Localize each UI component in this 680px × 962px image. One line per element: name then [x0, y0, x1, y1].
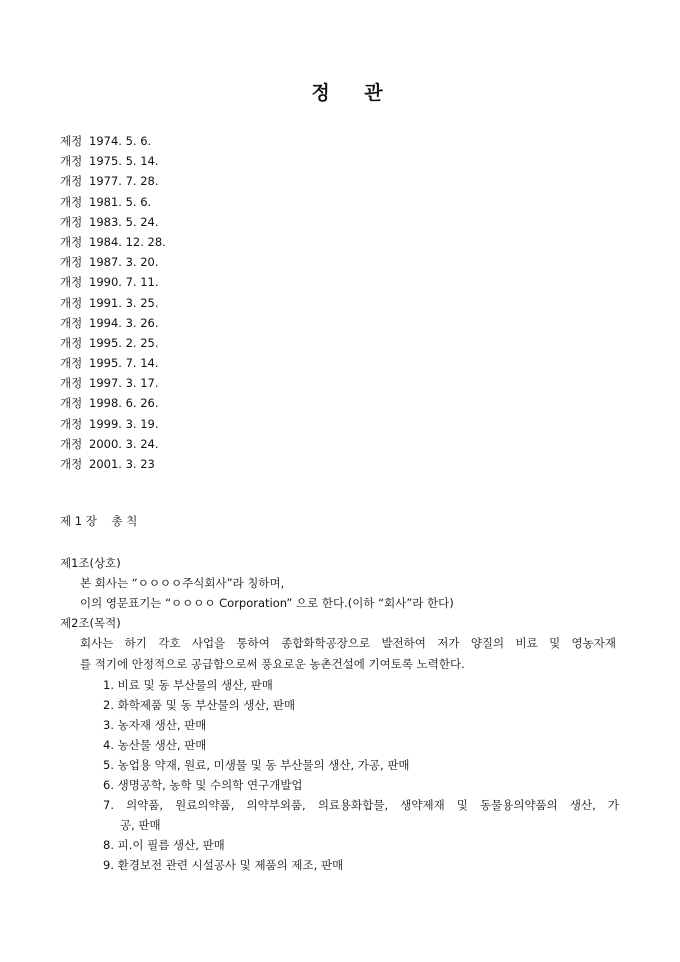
revision-label: 개정 [60, 234, 83, 249]
chapter-heading: 제 1 장 총 칙 [60, 514, 138, 528]
purpose-item: 7. 의약품, 원료의약품, 의약부외품, 의료용화합물, 생약제재 및 동물용의약품의 생산, 가 [103, 798, 619, 812]
revision-date: 1991. 3. 25. [89, 295, 159, 310]
purpose-item: 4. 농산물 생산, 판매 [103, 738, 207, 752]
revision-entry [60, 192, 166, 212]
revision-entry [60, 293, 166, 313]
purpose-item: 9. 환경보전 관련 시설공사 및 제품의 제조, 판매 [103, 858, 344, 872]
revision-entry [60, 151, 166, 171]
revision-date: 1998. 6. 26. [89, 396, 159, 411]
revision-date: 1987. 3. 20. [89, 255, 159, 270]
revision-entry [60, 333, 166, 353]
revision-label: 제정 [60, 134, 83, 148]
purpose-item: 3. 농자재 생산, 판매 [103, 718, 207, 732]
revision-history [60, 131, 166, 474]
revision-label: 개정 [60, 255, 83, 270]
revision-label: 개정 [60, 436, 83, 451]
revision-entry [60, 393, 166, 413]
revision-label: 개정 [60, 396, 83, 411]
revision-entry [60, 434, 166, 454]
revision-date: 1975. 5. 14. [89, 154, 159, 169]
revision-date: 1983. 5. 24. [89, 214, 159, 229]
revision-label: 개정 [60, 174, 83, 189]
revision-date: 2001. 3. 23 [89, 457, 155, 471]
revision-entry [60, 232, 166, 252]
revision-date: 1994. 3. 26. [89, 315, 159, 330]
article-2-line-1: 회사는 하기 각호 사업을 통하여 종합화학공장으로 발전하여 저가 양질의 비료 및 영농자재 [80, 636, 616, 650]
purpose-item: 6. 생명공학, 농학 및 수의학 연구개발업 [103, 778, 303, 792]
revision-date: 1997. 3. 17. [89, 376, 159, 391]
revision-entry [60, 272, 166, 292]
purpose-item: 2. 화학제품 및 동 부산물의 생산, 판매 [103, 698, 296, 712]
revision-date: 1995. 7. 14. [89, 356, 159, 371]
revision-label: 개정 [60, 356, 83, 371]
revision-label: 개정 [60, 275, 83, 290]
revision-entry [60, 131, 166, 151]
revision-entry [60, 171, 166, 191]
revision-label: 개정 [60, 154, 83, 169]
revision-entry [60, 252, 166, 272]
revision-date: 1974. 5. 6. [89, 134, 152, 148]
purpose-item: 1. 비료 및 동 부산물의 생산, 판매 [103, 678, 273, 692]
revision-label: 개정 [60, 315, 83, 330]
article-2-line-2: 를 적기에 안정적으로 공급함으로써 풍요로운 농촌건설에 기여토록 노력한다. [80, 657, 465, 671]
revision-label: 개정 [60, 214, 83, 229]
purpose-item: 8. 피.이 필름 생산, 판매 [103, 838, 225, 852]
revision-date: 1995. 2. 25. [89, 335, 159, 350]
article-2-heading: 제2조(목적) [60, 616, 121, 630]
revision-entry [60, 454, 166, 474]
revision-date: 1990. 7. 11. [89, 275, 159, 290]
purpose-item: 5. 농업용 약재, 원료, 미생물 및 동 부산물의 생산, 가공, 판매 [103, 758, 410, 772]
document-title: 정 관 [311, 82, 397, 104]
article-1-heading: 제1조(상호) [60, 556, 121, 570]
revision-date: 1984. 12. 28. [89, 234, 166, 249]
revision-date: 1981. 5. 6. [89, 194, 152, 209]
purpose-item-continuation: 공, 판매 [120, 818, 161, 832]
revision-date: 2000. 3. 24. [89, 436, 159, 451]
revision-label: 개정 [60, 416, 83, 431]
revision-entry [60, 353, 166, 373]
revision-label: 개정 [60, 194, 83, 209]
revision-date: 1999. 3. 19. [89, 416, 159, 431]
article-1-line-2: 이의 영문표기는 “ㅇㅇㅇㅇ Corporation” 으로 한다.(이하 “회사”라 한다) [80, 596, 454, 610]
revision-label: 개정 [60, 376, 83, 391]
revision-entry [60, 414, 166, 434]
revision-date: 1977. 7. 28. [89, 174, 159, 189]
revision-entry [60, 373, 166, 393]
revision-label: 개정 [60, 335, 83, 350]
revision-label: 개정 [60, 295, 83, 310]
article-1-line-1: 본 회사는 “ㅇㅇㅇㅇ주식회사”라 칭하며, [80, 576, 285, 590]
revision-entry [60, 313, 166, 333]
revision-label: 개정 [60, 457, 83, 471]
revision-entry [60, 212, 166, 232]
